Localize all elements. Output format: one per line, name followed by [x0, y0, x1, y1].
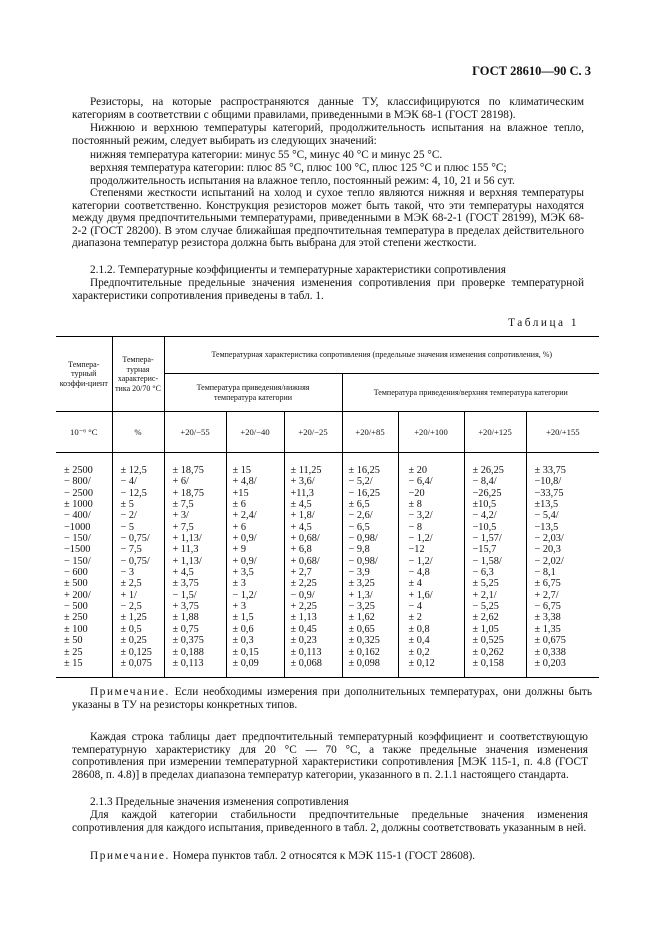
table-cell: ± 16,25	[348, 465, 380, 476]
page-header: ГОСТ 28610—90 С. 3	[472, 64, 591, 78]
table-cell: + 2,7	[290, 567, 312, 579]
table-cell: − 7,5	[120, 544, 142, 556]
table-cell: + 1,3/	[348, 589, 373, 601]
table-cell: ± 0,325	[348, 635, 380, 647]
table-cell: ± 15	[232, 465, 252, 476]
table-cell: −1500	[64, 544, 91, 556]
table-cell: ± 2,25	[290, 578, 317, 590]
table-cell: −20	[408, 487, 425, 499]
table-cell: ± 2,62	[472, 612, 499, 624]
table-cell: − 0,98/	[348, 555, 378, 567]
table-cell: − 3,25	[348, 601, 375, 613]
table-cell: + 1,6/	[408, 589, 433, 601]
table-cell: − 4,8	[408, 567, 430, 579]
table-cell: ± 7,5	[172, 499, 194, 511]
unit-cell: +20/−55	[164, 412, 226, 453]
table-caption: Таблица 1	[508, 317, 579, 329]
paragraph-stability-category: Для каждой категории стабильности предпочтительные предельные значения изменения сопротивления для каждого испытания, приведенного в табл. 2, должны соответствовать указанным в ней.	[72, 809, 588, 834]
table-cell: ± 6,5	[348, 499, 370, 511]
table-cell: − 2/	[120, 510, 137, 522]
table-cell: − 12,5	[120, 487, 147, 499]
unit-cell: +20/−25	[284, 412, 342, 453]
table-cell: ± 2500	[64, 465, 93, 476]
unit-cell: +20/+100	[398, 412, 464, 453]
table-cell: −15,7	[472, 544, 497, 556]
table-cell: − 0,75/	[120, 555, 150, 567]
table-cell: + 1,13/	[172, 555, 202, 567]
table-cell: + 6,8	[290, 544, 312, 556]
table-cell: − 0,98/	[348, 533, 378, 545]
table-cell: ± 2	[408, 612, 422, 624]
table-cell: − 1,5/	[172, 589, 197, 601]
table-cell: + 6/	[172, 476, 189, 488]
table-cell: ± 1,62	[348, 612, 375, 624]
table-cell: ± 0,125	[120, 646, 152, 658]
table-cell: ± 3,25	[348, 578, 375, 590]
table-cell: ± 0,2	[408, 646, 430, 658]
table-column	[233, 465, 284, 669]
table-cell: − 8,1	[534, 567, 556, 579]
table-cell: ± 15	[64, 657, 83, 669]
table-cell: − 1,57/	[472, 533, 502, 545]
table-cell: − 1,2/	[232, 589, 257, 601]
table-cell: ± 0,8	[408, 623, 430, 635]
table-cell: −12	[408, 544, 425, 556]
table-cell: ± 100	[64, 623, 88, 635]
table-cell: −10,8/	[534, 476, 562, 488]
paragraph-each-row: Каждая строка таблицы дает предпочтительный температурный коэффициент и соответствующую температурную характеристику для 20 °С — 70 °С, а также предельные значения изменения сопротивления при измерении температурной характеристики сопротивления [МЭК 115-1, п. 4.8 (ГОСТ 28608, п. 4.8)] в пределах диапазона температур категории, указанного в п. 2.1.1 настоящего стандарта.	[72, 731, 588, 781]
section-2-1-3-title: 2.1.3 Предельные значения изменения сопротивления	[90, 796, 349, 808]
header-temp-characteristic: Темпера-турная характерис-тика 20/70 °С	[112, 337, 164, 412]
table-cell: + 2,4/	[232, 510, 257, 522]
table-cell: ± 5	[120, 499, 134, 511]
table-cell: ± 0,158	[472, 657, 504, 669]
table-cell: ± 0,075	[120, 657, 152, 669]
table-cell: + 7,5	[172, 521, 194, 533]
table-cell: + 3,5	[232, 567, 254, 579]
unit-cell: +20/−40	[226, 412, 284, 453]
table-cell: ± 0,3	[232, 635, 254, 647]
header-resistance-characteristic: Температурная характеристика сопротивления (предельные значения изменения сопротивления, %)	[164, 337, 599, 374]
table-cell: ± 3,75	[172, 578, 199, 590]
table-column	[291, 465, 342, 669]
header-upper-category: Температура приведения/верхняя температура категории	[342, 374, 599, 412]
table-cell: ± 2,5	[120, 578, 142, 590]
table-cell: − 3,2/	[408, 510, 433, 522]
table-cell: ±10,5	[472, 499, 497, 511]
table-cell: ± 0,12	[408, 657, 435, 669]
table-cell: − 800/	[64, 476, 91, 488]
table-cell: ± 50	[64, 635, 83, 647]
table-cell: ± 6	[232, 499, 246, 511]
table-cell: ± 8	[408, 499, 422, 511]
table-cell: + 200/	[64, 589, 91, 601]
paragraph-temperatures: Нижнюю и верхнюю температуры категорий, продолжительность испытания на влажное тепло, постоянный режим, следует выбирать из следующих значений:	[72, 122, 584, 147]
table-cell: + 1,8/	[290, 510, 315, 522]
table-cell: ± 0,113	[290, 646, 322, 658]
table-cell: +15	[232, 487, 249, 499]
table-cell: − 1,58/	[472, 555, 502, 567]
table-cell: ± 3,38	[534, 612, 561, 624]
table-cell: ± 0,113	[172, 657, 204, 669]
note-additional-temperatures	[72, 686, 592, 712]
table-column	[64, 465, 112, 669]
table-cell: − 600	[64, 567, 88, 579]
table-cell: ± 0,75	[172, 623, 199, 635]
note-table-2	[72, 850, 592, 863]
unit-cell: +20/+85	[342, 412, 398, 453]
table-cell: + 4,5	[290, 521, 312, 533]
table-cell: ± 33,75	[534, 465, 566, 476]
table-cell: − 5	[120, 521, 135, 533]
table-cell: − 4,2/	[472, 510, 497, 522]
paragraph-preferred-limits: Предпочтительные предельные значения изменения сопротивления при проверке температурной характеристики сопротивления приведены в табл. 1.	[72, 277, 584, 302]
table-cell: ± 3	[232, 578, 246, 590]
table-cell: ± 1,35	[534, 623, 561, 635]
table-column	[121, 465, 164, 669]
table-cell: + 11,3	[172, 544, 199, 556]
table-cell: + 3/	[172, 510, 189, 522]
table-cell: − 5,2/	[348, 476, 373, 488]
table-cell: ± 12,5	[120, 465, 147, 476]
table-cell: −1000	[64, 521, 91, 533]
line-upper-temp: верхняя температура категории: плюс 85 °С, плюс 100 °С, плюс 125 °С и плюс 155 °С;	[90, 162, 507, 174]
table-cell: − 0,75/	[120, 533, 150, 545]
table-cell: ± 4,5	[290, 499, 312, 511]
table-cell: ± 1,05	[472, 623, 499, 635]
table-cell: − 5,4/	[534, 510, 559, 522]
table-cell: + 9	[232, 544, 247, 556]
temperature-characteristic-table	[56, 336, 599, 678]
table-cell: ± 0,068	[290, 657, 322, 669]
table-cell: − 500	[64, 601, 88, 613]
table-cell: ± 0,525	[472, 635, 504, 647]
table-cell: + 0,68/	[290, 555, 320, 567]
table-column	[535, 465, 600, 669]
paragraph-climatic: Резисторы, на которые распространяются данные ТУ, классифицируются по климатическим категориям в соответствии с общими правилами, приведенными в МЭК 68-1 (ГОСТ 28198).	[72, 96, 584, 121]
table-cell: ± 0,098	[348, 657, 380, 669]
table-cell: ± 5,25	[472, 578, 499, 590]
table-cell: + 0,68/	[290, 533, 320, 545]
table-cell: ± 18,75	[172, 465, 204, 476]
header-temp-coefficient: Темпера-турный коэффи-циент	[56, 337, 112, 412]
table-cell: + 2,1/	[472, 589, 497, 601]
table-cell: − 6,4/	[408, 476, 433, 488]
note-label: Примечание.	[90, 850, 170, 862]
table-cell: + 6	[232, 521, 247, 533]
table-cell: + 0,9/	[232, 555, 257, 567]
section-2-1-2-title: 2.1.2. Температурные коэффициенты и температурные характеристики сопротивления	[90, 264, 506, 276]
table-cell: ± 0,203	[534, 657, 566, 669]
line-damp-heat: продолжительность испытания на влажное тепло, постоянный режим: 4, 10, 21 и 56 сут.	[90, 175, 515, 187]
table-cell: − 1,2/	[408, 555, 433, 567]
table-column	[173, 465, 226, 669]
table-cell: ± 0,65	[348, 623, 375, 635]
note-text: Если необходимы измерения при дополнительных температурах, они должны быть указаны в ТУ на резисторы конкретных типов.	[72, 686, 592, 711]
unit-cell: 10⁻⁶ °С	[56, 412, 112, 453]
table-cell: − 2,03/	[534, 533, 564, 545]
table-cell: ± 6,75	[534, 578, 561, 590]
table-cell: ± 0,15	[232, 646, 259, 658]
table-cell: + 4,8/	[232, 476, 257, 488]
table-cell: − 1,2/	[408, 533, 433, 545]
table-cell: + 2,7/	[534, 589, 559, 601]
table-cell: − 6,3	[472, 567, 494, 579]
table-cell: ± 1,13	[290, 612, 317, 624]
table-cell: ± 0,25	[120, 635, 147, 647]
table-cell: ± 1,88	[172, 612, 199, 624]
table-cell: ± 0,375	[172, 635, 204, 647]
table-cell: ± 250	[64, 612, 88, 624]
table-cell: ± 0,338	[534, 646, 566, 658]
table-cell: + 2,25	[290, 601, 317, 613]
table-cell: ± 0,6	[232, 623, 254, 635]
table-cell: − 4/	[120, 476, 137, 488]
table-cell: ± 0,4	[408, 635, 430, 647]
table-cell: − 6,75	[534, 601, 561, 613]
table-cell: + 1,13/	[172, 533, 202, 545]
paragraph-severity: Степенями жесткости испытаний на холод и сухое тепло являются нижняя и верхняя температуры категории соответственно. Конструкция резисторов может быть такой, что эти температуры находятся между двумя предпочтительными температурами, приведенными в МЭК 68-2-1 (ГОСТ 28199), МЭК 68-2-2 (ГОСТ 28200). В этом случае ближайшая предпочтительная температура в пределах действительного диапазона температур резистора должна быть выбрана для этой степени жесткости.	[72, 187, 584, 250]
table-cell: − 8,4/	[472, 476, 497, 488]
table-cell: − 6,5	[348, 521, 370, 533]
table-cell: − 3,9	[348, 567, 370, 579]
table-cell: −13,5	[534, 521, 559, 533]
table-cell: − 2,5	[120, 601, 142, 613]
table-cell: −33,75	[534, 487, 564, 499]
table-cell: − 2500	[64, 487, 93, 499]
table-column	[409, 465, 464, 669]
table-cell: ± 0,23	[290, 635, 317, 647]
unit-cell: +20/+155	[526, 412, 599, 453]
table-cell: ± 0,162	[348, 646, 380, 658]
table-cell: + 3,75	[172, 601, 199, 613]
table-cell: − 150/	[64, 533, 91, 545]
header-lower-category: Температура приведения/нижняя температура категории	[164, 374, 342, 412]
table-cell: + 0,9/	[232, 533, 257, 545]
table-cell: + 18,75	[172, 487, 205, 499]
table-cell: ± 0,45	[290, 623, 317, 635]
table-cell: − 0,9/	[290, 589, 315, 601]
table-cell: ± 1000	[64, 499, 93, 511]
table-cell: ± 0,262	[472, 646, 504, 658]
table-cell: − 8	[408, 521, 423, 533]
table-cell: ± 1,5	[232, 612, 254, 624]
table-cell: − 16,25	[348, 487, 381, 499]
table-cell: − 5,25	[472, 601, 499, 613]
table-cell: − 4	[408, 601, 423, 613]
table-cell: ± 11,25	[290, 465, 322, 476]
table-cell: ±13,5	[534, 499, 559, 511]
unit-cell: +20/+125	[464, 412, 526, 453]
table-cell: + 4,5	[172, 567, 194, 579]
table-cell: − 9,8	[348, 544, 370, 556]
table-cell: − 2,6/	[348, 510, 373, 522]
table-cell: + 3	[232, 601, 247, 613]
table-cell: + 1/	[120, 589, 137, 601]
table-cell: ± 0,5	[120, 623, 142, 635]
unit-cell: %	[112, 412, 164, 453]
table-cell: − 400/	[64, 510, 91, 522]
table-cell: ± 20	[408, 465, 428, 476]
table-cell: ± 4	[408, 578, 422, 590]
table-cell: + 3,6/	[290, 476, 315, 488]
table-cell: ± 0,675	[534, 635, 566, 647]
table-cell: +11,3	[290, 487, 314, 499]
table-column	[473, 465, 526, 669]
table-cell: ± 25	[64, 646, 83, 658]
table-cell: ± 0,188	[172, 646, 204, 658]
table-cell: ± 1,25	[120, 612, 147, 624]
table-cell: ± 0,09	[232, 657, 259, 669]
table-cell: ± 500	[64, 578, 88, 590]
table-cell: − 150/	[64, 555, 91, 567]
table-column	[349, 465, 398, 669]
table-cell: − 20,3	[534, 544, 561, 556]
table-cell: ± 26,25	[472, 465, 504, 476]
note-label: Примечание.	[90, 686, 170, 698]
note-text: Номера пунктов табл. 2 относятся к МЭК 115-1 (ГОСТ 28608).	[169, 850, 476, 862]
line-lower-temp: нижняя температура категории: минус 55 °С, минус 40 °С и минус 25 °С.	[90, 149, 443, 161]
table-cell: − 2,02/	[534, 555, 564, 567]
table-cell: −10,5	[472, 521, 497, 533]
table-cell: − 3	[120, 567, 135, 579]
table-cell: −26,25	[472, 487, 502, 499]
